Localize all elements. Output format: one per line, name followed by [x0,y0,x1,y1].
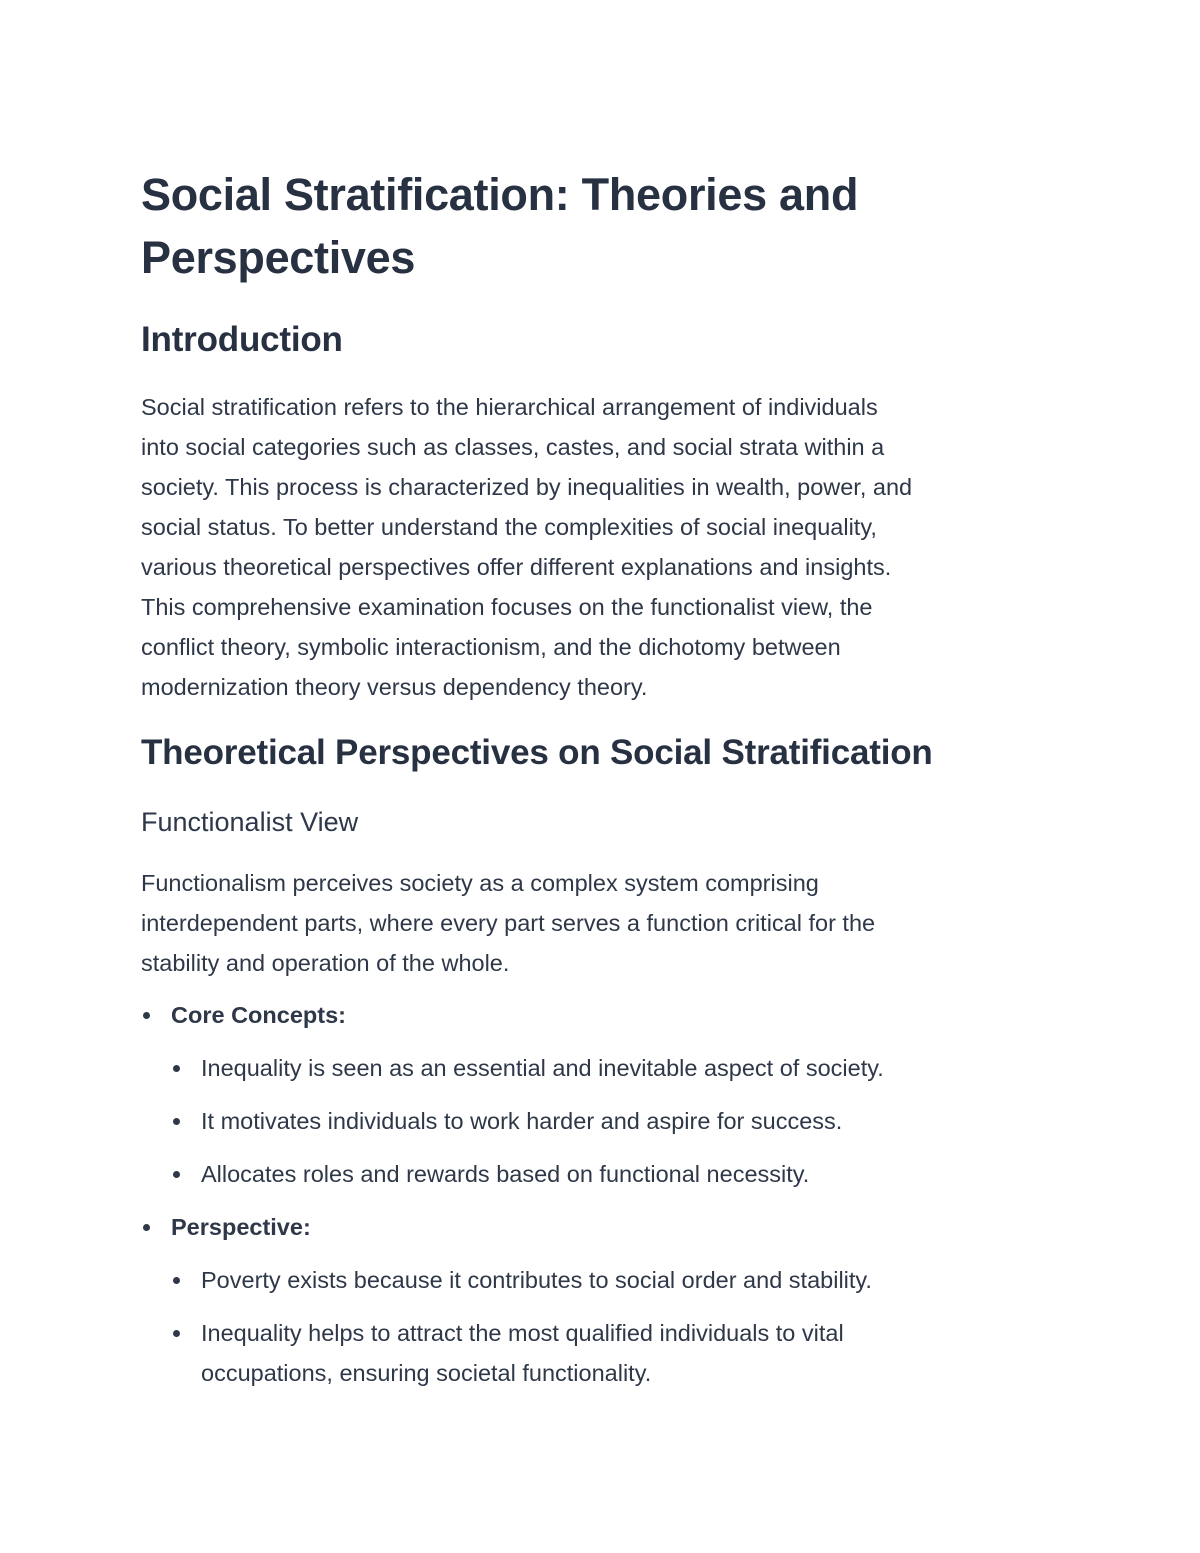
bullet-icon [143,1224,150,1231]
bullet-icon [173,1330,180,1337]
bullet-icon [173,1065,180,1072]
bullet-icon [173,1277,180,1284]
paragraph-line: Social stratification refers to the hierarchical arrangement of individuals [141,394,878,420]
paragraph-line: This comprehensive examination focuses on the functionalist view, the [141,594,873,620]
list-item [171,1313,844,1393]
list-item [171,1154,809,1194]
paragraph-line: social status. To better understand the complexities of social inequality, [141,514,877,540]
perspective-label: Perspective: [171,1214,311,1240]
theoretical-perspectives-heading: Theoretical Perspectives on Social Stratification [141,733,933,772]
list-item-text: It motivates individuals to work harder and aspire for success. [201,1108,843,1134]
document-title [141,163,1041,289]
paragraph-line: modernization theory versus dependency theory. [141,674,648,700]
list-item-text: Poverty exists because it contributes to social order and stability. [201,1267,872,1293]
functionalist-paragraph [141,863,1056,983]
list-item-perspective [141,1207,311,1247]
core-concepts-label: Core Concepts: [171,1002,346,1028]
paragraph-line: various theoretical perspectives offer different explanations and insights. [141,554,892,580]
paragraph-line: interdependent parts, where every part serves a function critical for the [141,910,876,936]
list-item [171,1101,842,1141]
functionalist-view-subheading: Functionalist View [141,807,359,837]
list-item-text: occupations, ensuring societal functionality. [201,1360,652,1386]
paragraph-line: Functionalism perceives society as a complex system comprising [141,870,819,896]
introduction-heading: Introduction [141,320,343,359]
title-line-1: Social Stratification: Theories and [141,169,859,220]
title-line-2: Perspectives [141,232,416,283]
bullet-icon [173,1171,180,1178]
paragraph-line: conflict theory, symbolic interactionism, and the dichotomy between [141,634,841,660]
list-item [171,1260,872,1300]
list-item-text: Inequality helps to attract the most qualified individuals to vital [201,1320,844,1346]
paragraph-line: into social categories such as classes, castes, and social strata within a [141,434,885,460]
bullet-icon [173,1118,180,1125]
list-item-text: Inequality is seen as an essential and inevitable aspect of society. [201,1055,884,1081]
introduction-paragraph [141,387,1056,707]
bullet-icon [143,1012,150,1019]
list-item-core-concepts [141,995,346,1035]
list-item-text: Allocates roles and rewards based on functional necessity. [201,1161,810,1187]
paragraph-line: society. This process is characterized by inequalities in wealth, power, and [141,474,913,500]
paragraph-line: stability and operation of the whole. [141,950,510,976]
list-item [171,1048,884,1088]
